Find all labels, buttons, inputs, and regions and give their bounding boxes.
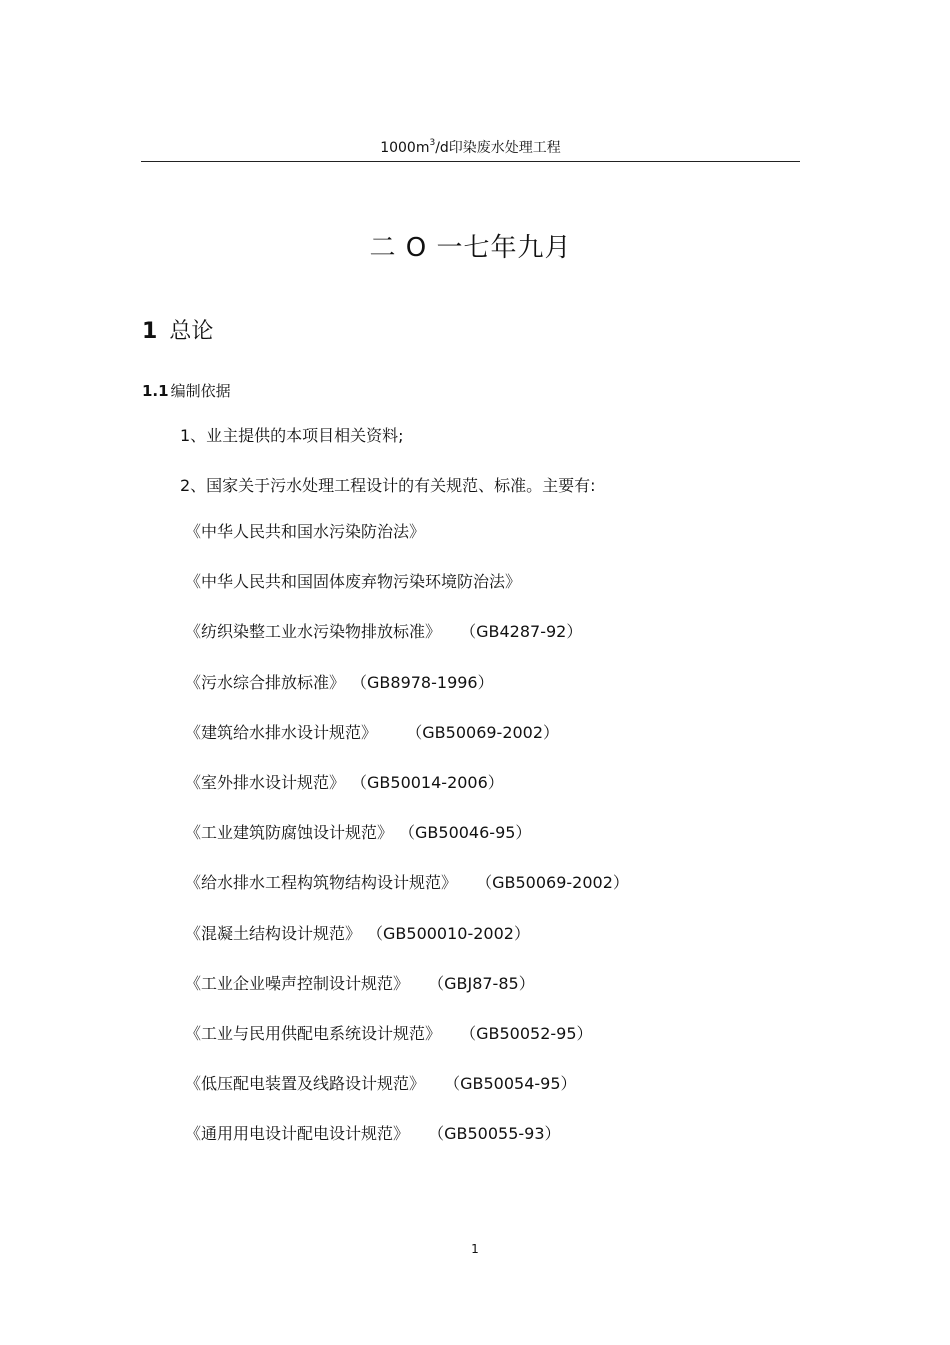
paragraph-2: 2、国家关于污水处理工程设计的有关规范、标准。主要有: [180, 476, 596, 495]
standard-name: 《纺织染整工业水污染物排放标准》 [185, 622, 442, 642]
standard-item [185, 571, 629, 621]
standard-item [185, 521, 629, 571]
header-divider [141, 161, 800, 162]
standard-name: 《低压配电装置及线路设计规范》 [185, 1074, 426, 1094]
standard-name: 《工业企业噪声控制设计规范》 [185, 973, 410, 993]
standard-code: （GB50069-2002） [391, 722, 560, 742]
standard-item [185, 872, 629, 922]
section-number: 1 [142, 319, 158, 344]
standard-code: （GB50014-2006） [359, 772, 504, 792]
running-header [141, 138, 800, 158]
section-title: 总论 [169, 319, 214, 344]
standard-name: 《污水综合排放标准》 [185, 672, 346, 692]
standard-code: （GB50046-95） [407, 823, 532, 843]
standard-item [185, 672, 629, 722]
standard-item [185, 822, 629, 872]
standard-code: （GB4287-92） [455, 622, 583, 642]
standard-code: （GB50069-2002） [471, 873, 629, 893]
date-title: 二 O 一七年九月 [369, 233, 572, 263]
header-title-superscript: 3 [429, 138, 436, 149]
standard-name: 《工业与民用供配电系统设计规范》 [185, 1023, 442, 1043]
standard-name: 《工业建筑防腐蚀设计规范》 [185, 823, 394, 843]
standard-name: 《通用用电设计配电设计规范》 [185, 1124, 410, 1144]
standard-name: 《室外排水设计规范》 [185, 772, 346, 792]
standard-item [185, 973, 629, 1023]
standard-code: （GB8978-1996） [359, 672, 494, 692]
standard-name: 《混凝土结构设计规范》 [185, 923, 362, 943]
standard-item [185, 772, 629, 822]
standard-code: （GB50055-93） [423, 1124, 561, 1144]
standard-name: 《给水排水工程构筑物结构设计规范》 [185, 873, 458, 893]
standard-item [185, 621, 629, 671]
subsection-heading [142, 380, 231, 402]
standard-item [185, 722, 629, 772]
standard-item [185, 923, 629, 973]
standard-item [185, 1073, 629, 1123]
standard-item [185, 1123, 629, 1173]
header-title-prefix: 1000m [380, 140, 430, 156]
standard-code: （GB50054-95） [439, 1074, 577, 1094]
section-heading [142, 316, 213, 348]
standard-name: 《中华人民共和国水污染防治法》 [185, 522, 426, 541]
standard-code: （GB500010-2002） [375, 923, 530, 943]
standard-name: 《建筑给水排水设计规范》 [185, 722, 378, 742]
standards-list [185, 521, 629, 1173]
paragraph-1: 1、业主提供的本项目相关资料; [180, 426, 404, 445]
standard-name: 《中华人民共和国固体废弃物污染环境防治法》 [185, 572, 522, 592]
subsection-title: 编制依据 [170, 382, 231, 400]
subsection-number: 1.1 [142, 382, 169, 400]
standard-code: （GB50052-95） [455, 1023, 593, 1043]
standard-item [185, 1023, 629, 1073]
standard-code: （GBJ87-85） [423, 973, 535, 993]
header-title-suffix: /d印染废水处理工程 [435, 140, 561, 156]
page-number: 1 [471, 1242, 479, 1256]
